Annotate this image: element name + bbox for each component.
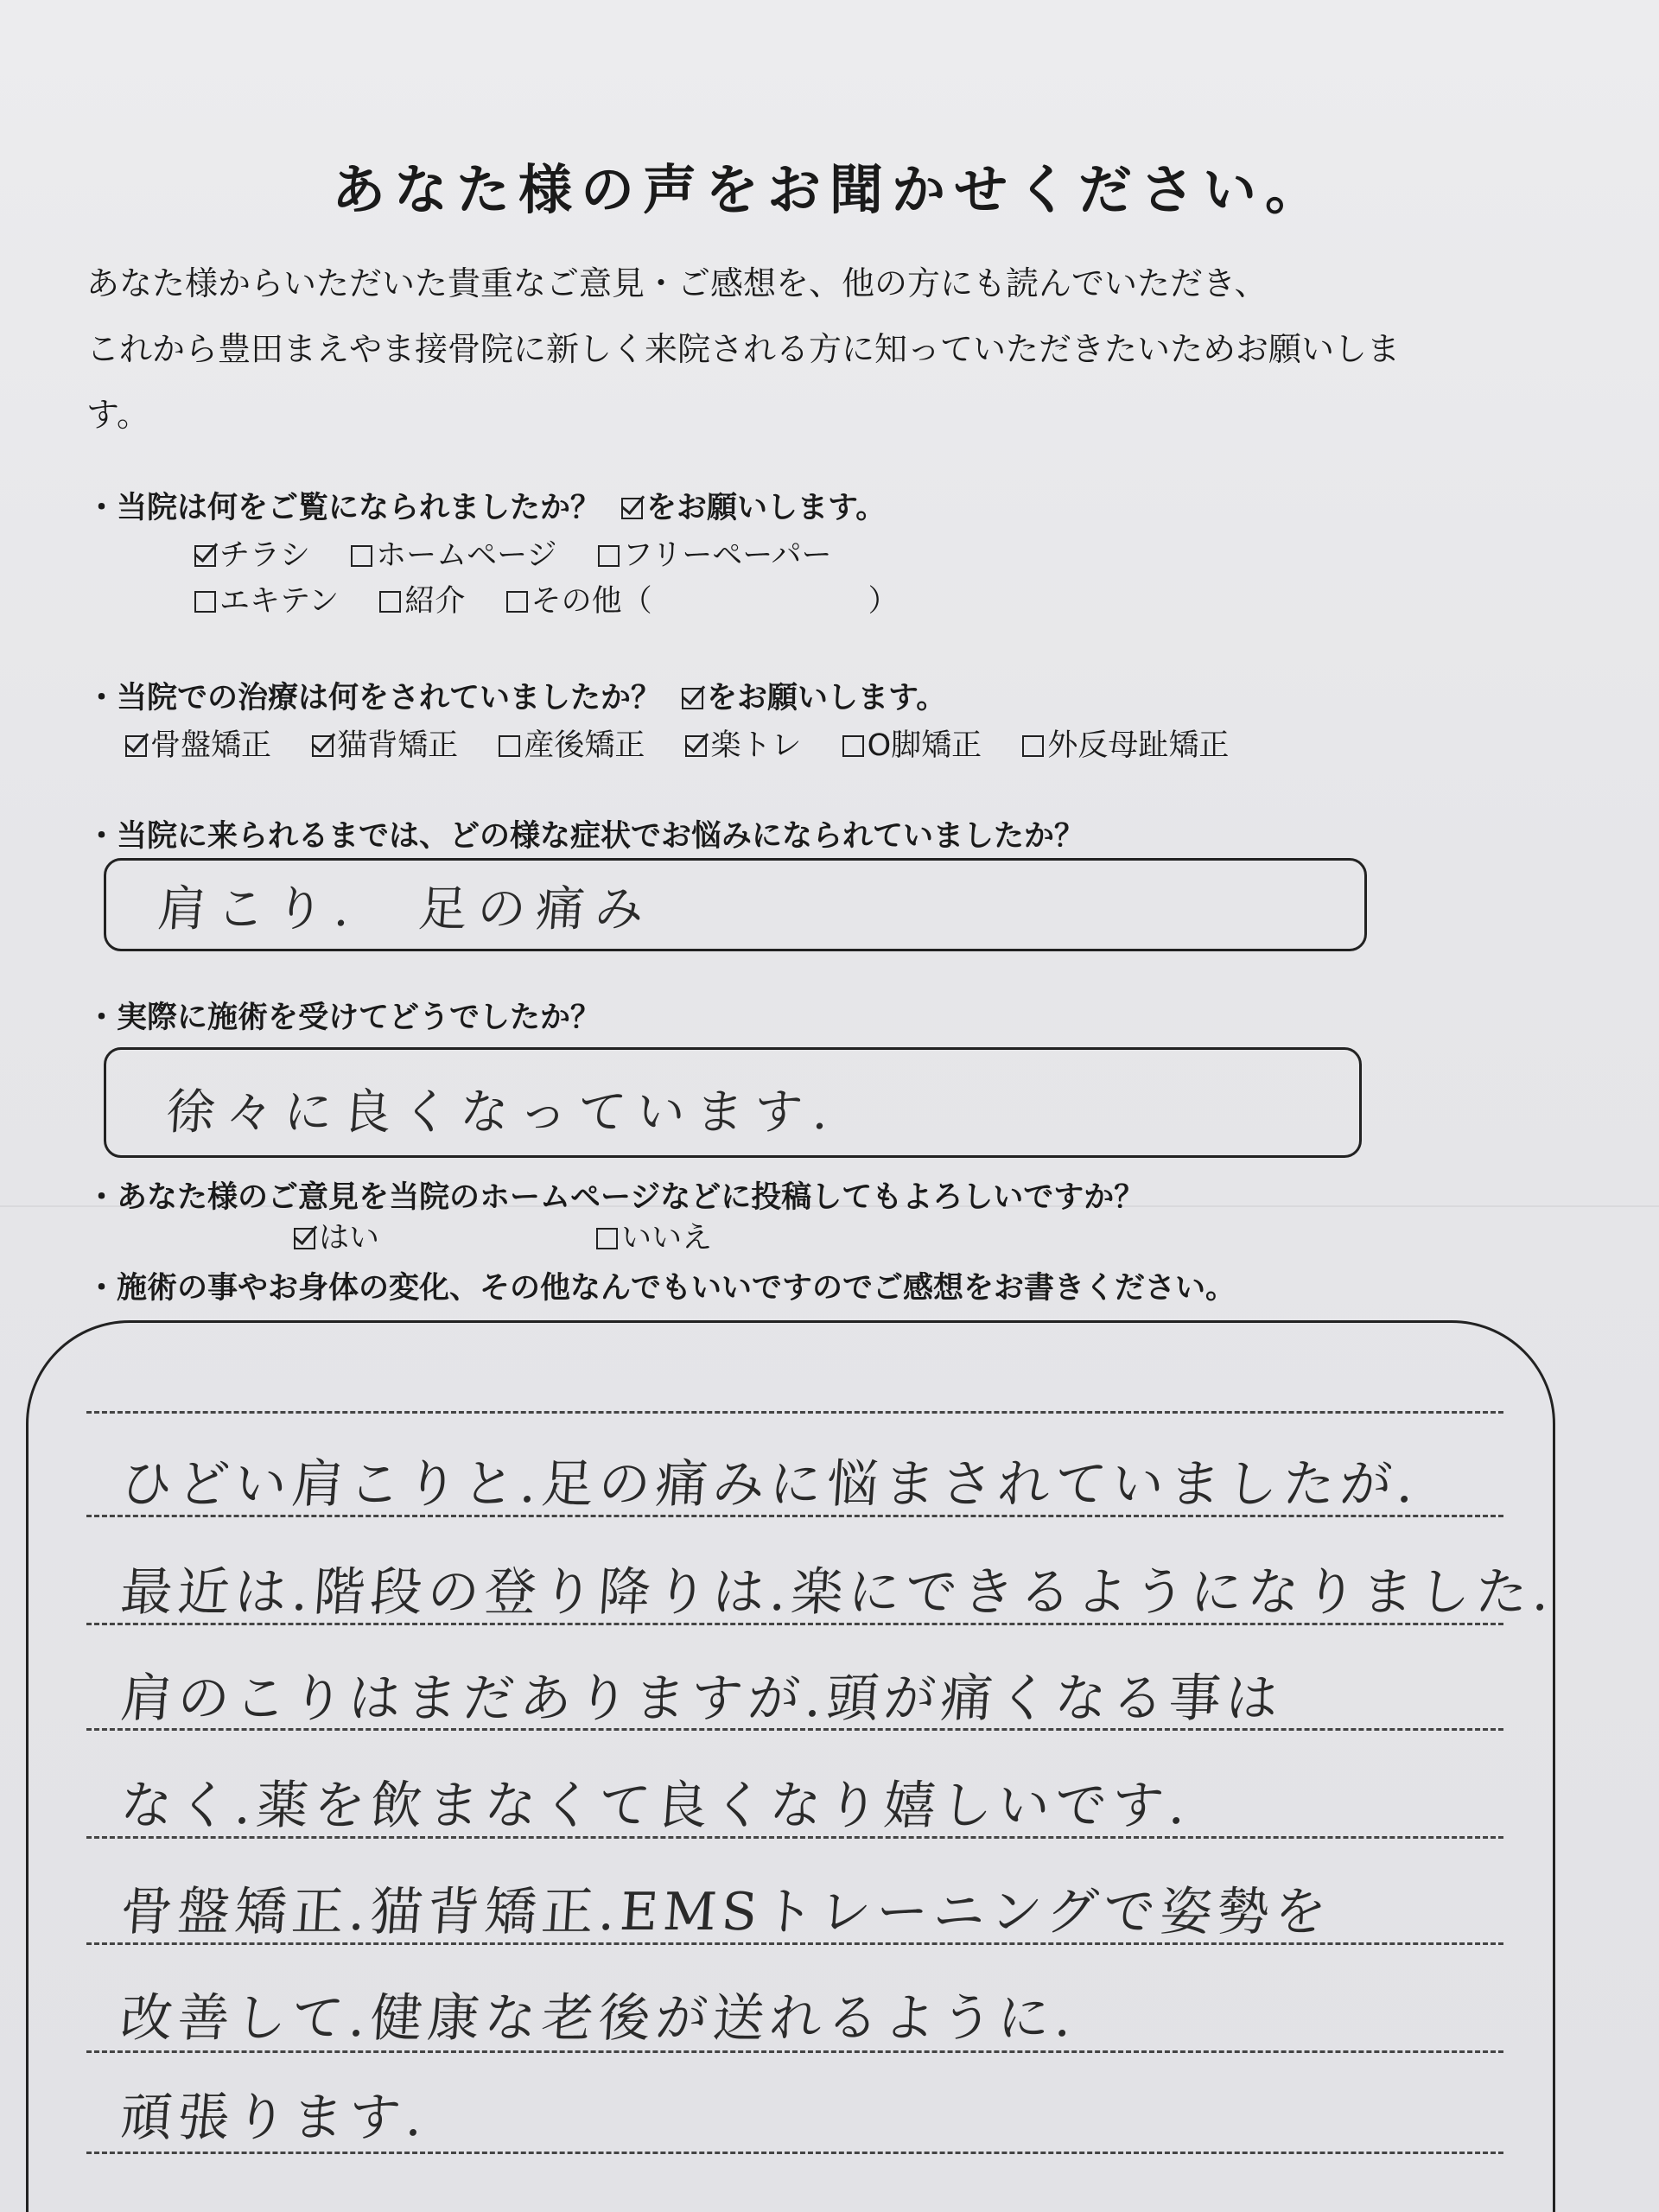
checkbox[interactable] xyxy=(194,545,216,567)
option-freepaper[interactable] xyxy=(598,531,832,575)
option-label: いいえ xyxy=(621,1221,713,1255)
intro-line: す。 xyxy=(86,396,149,434)
question-result: ・実際に施術を受けてどうでしたか？ xyxy=(86,1001,601,1035)
checkbox[interactable] xyxy=(312,735,334,757)
option-label: ホームページ xyxy=(376,538,557,573)
option-label: 楽トレ xyxy=(710,728,802,763)
option-other[interactable] xyxy=(506,577,899,620)
question-treatment xyxy=(86,674,946,717)
option-homepage[interactable] xyxy=(351,531,556,575)
checkbox[interactable] xyxy=(379,591,401,613)
checkbox[interactable] xyxy=(685,735,707,757)
option-label: 産後矯正 xyxy=(524,728,645,763)
question-seen xyxy=(86,484,886,527)
comment-line: 骨盤矯正.猫背矯正.EMSトレーニングで姿勢を xyxy=(118,1882,1334,1942)
option-label: 紹介 xyxy=(404,584,466,619)
option-posture[interactable] xyxy=(312,721,458,765)
check-note xyxy=(621,491,886,525)
option-label: 外反母趾矯正 xyxy=(1047,728,1230,763)
checkbox[interactable] xyxy=(294,1228,315,1249)
option-hallux[interactable] xyxy=(1022,721,1229,765)
option-label: エキテン xyxy=(219,584,340,619)
option-yes[interactable] xyxy=(294,1214,379,1257)
option-pelvis[interactable] xyxy=(125,721,271,765)
comment-line: 肩のこりはまだありますが.頭が痛くなる事は xyxy=(118,1669,1286,1729)
option-label: フリーペーパー xyxy=(622,538,832,573)
checkbox-sample xyxy=(682,688,703,709)
comment-line: 改善して.健康な老後が送れるように. xyxy=(118,1988,1079,2049)
checkbox[interactable] xyxy=(506,591,528,613)
dotted-line xyxy=(86,1411,1503,1414)
option-label: その他（ xyxy=(531,584,652,619)
check-note xyxy=(682,681,946,715)
option-postpartum[interactable] xyxy=(499,721,645,765)
question-comments: ・施術の事やお身体の変化、その他なんでもいいですのでご感想をお書きください。 xyxy=(86,1271,1236,1306)
checkbox[interactable] xyxy=(598,545,620,567)
option-label: 骨盤矯正 xyxy=(150,728,272,763)
option-rakutore[interactable] xyxy=(685,721,801,765)
option-referral[interactable] xyxy=(379,577,465,620)
checkbox[interactable] xyxy=(194,591,216,613)
options-seen-row1 xyxy=(194,531,862,575)
checkbox[interactable] xyxy=(842,735,864,757)
note-text: をお願いします。 xyxy=(646,491,887,525)
checkbox[interactable] xyxy=(499,735,520,757)
checkbox[interactable] xyxy=(596,1228,618,1249)
checkbox[interactable] xyxy=(351,545,372,567)
option-label: 猫背矯正 xyxy=(337,728,459,763)
page-title: あなた様の声をお聞かせください。 xyxy=(331,158,1327,221)
option-oleg[interactable] xyxy=(842,721,982,765)
question-permission: ・あなた様のご意見を当院のホームページなどに投稿してもよろしいですか？ xyxy=(86,1180,1145,1215)
comment-line: なく.薬を飲まなくて良くなり嬉しいです. xyxy=(118,1776,1193,1836)
question-symptoms: ・当院に来られるまでは、どの様な症状でお悩みになられていましたか？ xyxy=(86,819,1085,854)
intro-line: これから豊田まえやま接骨院に新しく来院される方に知っていただきたいためお願いしま xyxy=(86,330,1401,368)
dotted-line xyxy=(86,2152,1503,2154)
option-flyer[interactable] xyxy=(194,531,310,575)
intro-line: あなた様からいただいた貴重なご意見・ご感想を、他の方にも読んでいただき、 xyxy=(86,264,1268,302)
checkbox[interactable] xyxy=(125,735,147,757)
comment-line: 最近は.階段の登り降りは.楽にできるようになりました. xyxy=(118,1562,1557,1623)
comment-line: ひどい肩こりと.足の痛みに悩まされていましたが. xyxy=(118,1454,1421,1515)
answer-box-result[interactable] xyxy=(104,1047,1362,1158)
question-text: ・当院は何をご覧になられましたか？ xyxy=(86,491,601,525)
option-label: O脚矯正 xyxy=(867,728,982,763)
options-treatment xyxy=(125,721,1260,765)
option-label: チラシ xyxy=(219,538,311,573)
checkbox[interactable] xyxy=(1022,735,1044,757)
question-text: ・当院での治療は何をされていましたか？ xyxy=(86,681,662,715)
answer-result: 徐々に良くなっています. xyxy=(164,1084,841,1141)
comment-line: 頑張ります. xyxy=(118,2088,430,2148)
note-text: をお願いします。 xyxy=(707,681,947,715)
checkbox-sample xyxy=(621,498,643,519)
options-seen-row2 xyxy=(194,577,930,620)
close-paren: ） xyxy=(868,584,899,619)
answer-box-symptoms[interactable] xyxy=(104,858,1367,951)
intro-text xyxy=(86,251,1555,448)
option-ekiten[interactable] xyxy=(194,577,339,620)
option-no[interactable] xyxy=(596,1214,712,1257)
answer-symptoms: 肩こり. 足の痛み xyxy=(156,881,656,938)
options-permission xyxy=(294,1214,743,1257)
option-label: はい xyxy=(319,1221,380,1255)
